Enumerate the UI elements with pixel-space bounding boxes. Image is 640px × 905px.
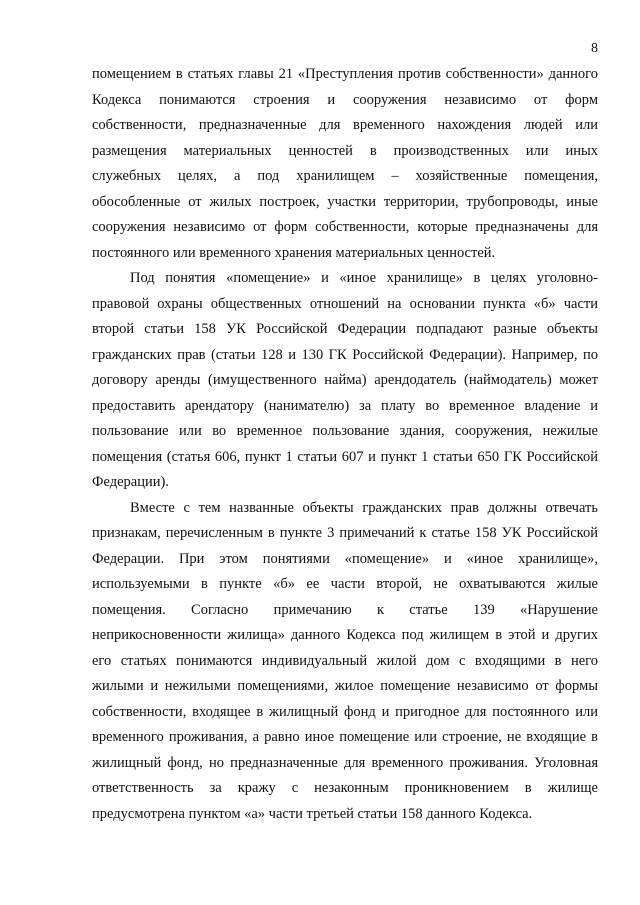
text-line: собственности, входящее в жилищный фонд и пригодное для постоянного или	[92, 703, 598, 720]
text-line: пользование или во временное пользование здания, сооружения, нежилые	[92, 423, 598, 439]
text-line: ответственность за кражу с незаконным проникновением в жилище	[92, 780, 598, 796]
text-line: Кодекса понимаются строения и сооружения независимо от форм	[92, 91, 598, 108]
text-line: правовой охраны общественных отношений на основании пункта «б» части	[92, 295, 598, 312]
document-body	[92, 62, 598, 827]
text-line: помещением в статьях главы 21 «Преступления против собственности» данного	[92, 66, 598, 82]
text-line: договору аренды (имущественного найма) арендодатель (наймодатель) может	[92, 372, 598, 388]
text-line: предусмотрена пунктом «а» части третьей статьи 158 данного Кодекса.	[92, 805, 533, 822]
text-line: временного проживания, а равно иное помещение или строение, не входящие в	[92, 729, 598, 745]
text-line: размещения материальных ценностей в производственных или иных	[92, 142, 598, 159]
text-line: признакам, перечисленным в пункте 3 примечаний к статье 158 УК Российской	[92, 525, 598, 541]
text-line: его статьях понимаются индивидуальный жилой дом с входящими в него	[92, 652, 598, 669]
text-line: жилищный фонд, но предназначенные для временного проживания. Уголовная	[92, 754, 598, 771]
text-line: помещения (статья 606, пункт 1 статьи 607 и пункт 1 статьи 650 ГК Российской	[92, 448, 598, 465]
text-line: жилыми и нежилыми помещениями, жилое помещение независимо от формы	[92, 678, 598, 694]
text-line: Федерации. При этом понятиями «помещение» и «иное хранилище»,	[92, 550, 598, 567]
text-line: Вместе с тем названные объекты гражданских прав должны отвечать	[130, 499, 598, 516]
text-line: собственности, предназначенные для временного нахождения людей или	[92, 117, 598, 133]
text-line: обособленные от жилых построек, участки территории, трубопроводы, иные	[92, 193, 598, 210]
page-number: 8	[591, 41, 598, 56]
text-line: служебных целях, а под хранилищем – хозяйственные помещения,	[92, 168, 598, 184]
text-line: неприкосновенности жилища» данного Кодекса под жилищем в этой и других	[92, 627, 598, 643]
text-line: Федерации).	[92, 474, 169, 490]
paragraph	[92, 496, 598, 828]
paragraph	[92, 62, 598, 266]
text-line: постоянного или временного хранения материальных ценностей.	[92, 244, 496, 261]
text-line: предоставить арендатору (нанимателю) за плату во временное владение и	[92, 397, 598, 414]
text-line: Под понятия «помещение» и «иное хранилище» в целях уголовно-	[130, 270, 598, 286]
text-line: второй статьи 158 УК Российской Федерации подпадают разные объекты	[92, 321, 598, 337]
text-line: помещения. Согласно примечанию к статье 139 «Нарушение	[92, 601, 598, 618]
text-line: используемыми в пункте «б» ее части второй, не охватываются жилые	[92, 576, 598, 592]
text-line: гражданских прав (статьи 128 и 130 ГК Российской Федерации). Например, по	[92, 346, 598, 363]
text-line: сооружения независимо от форм собственности, которые предназначены для	[92, 219, 598, 235]
paragraph	[92, 266, 598, 496]
